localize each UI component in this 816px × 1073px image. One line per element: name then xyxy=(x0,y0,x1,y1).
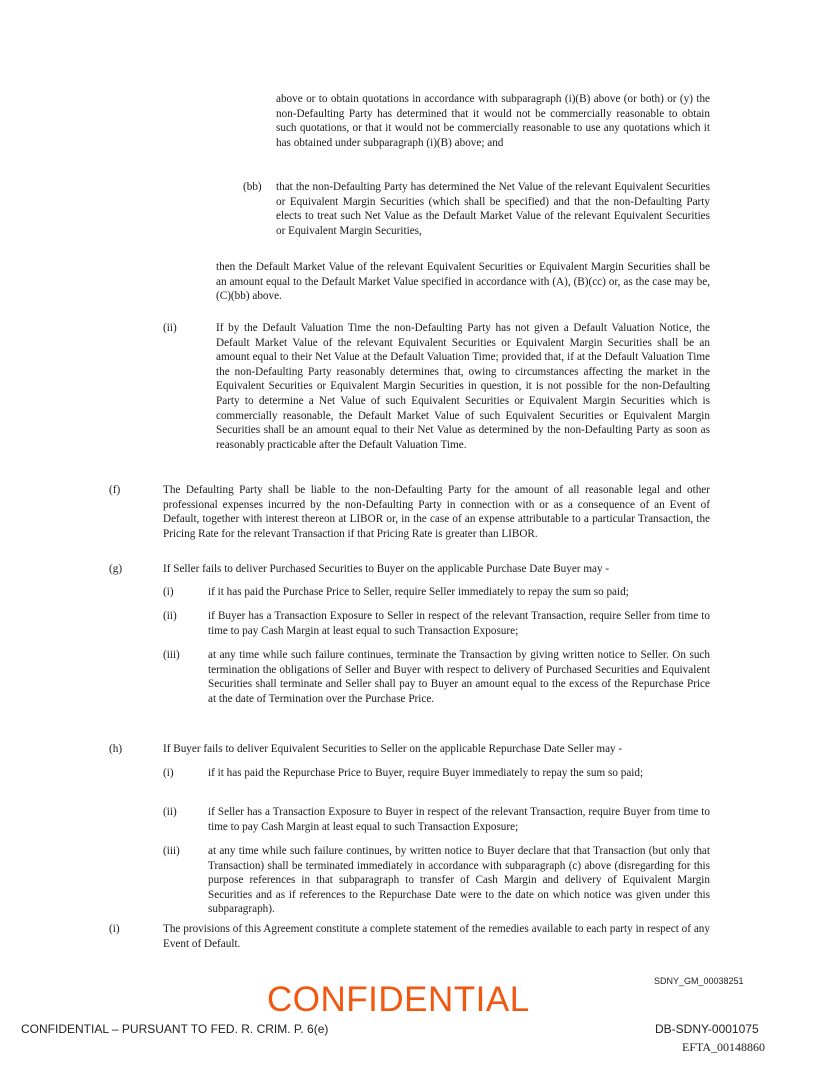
item-label: (ii) xyxy=(163,322,177,334)
paragraph-text: above or to obtain quotations in accordance with subparagraph (i)(B) above (or both) or (y) the non-Defaulting Party has determined that it would not be commercially reasonable to obtain such quotations, or that it would not be commercially reasonable to use any quotations which it has obtained under subparagraph (i)(B) above; and xyxy=(276,93,710,149)
paragraph-f xyxy=(163,483,710,541)
paragraph-g xyxy=(163,562,710,577)
paragraph-g-i xyxy=(208,585,710,600)
efta-number: EFTA_00148860 xyxy=(682,1040,766,1054)
paragraph-text: if it has paid the Repurchase Price to Buyer, require Buyer immediately to repay the sum so paid; xyxy=(208,767,644,779)
paragraph-bb xyxy=(276,180,710,238)
footer-doc-id: DB-SDNY-0001075 xyxy=(655,1022,759,1036)
paragraph-e-ii xyxy=(216,321,710,452)
confidential-stamp: CONFIDENTIAL xyxy=(267,980,530,1019)
paragraph-h-i xyxy=(208,766,710,781)
item-label: (i) xyxy=(109,923,120,935)
paragraph-i xyxy=(163,922,710,951)
paragraph-text: if Seller has a Transaction Exposure to Buyer in respect of the relevant Transaction, require Buyer from time to time to pay Cash Margin at least equal to such Transaction Exposure; xyxy=(208,806,710,833)
paragraph-text: The Defaulting Party shall be liable to the non-Defaulting Party for the amount of all reasonable legal and other professional expenses incurred by the non-Defaulting Party in connection with or as a consequence of an Event of Default, together with interest thereon at LIBOR or, in the case of an expense attributable to a particular Transaction, the Pricing Rate for the relevant Transaction if that Pricing Rate is greater than LIBOR. xyxy=(163,484,710,540)
item-label: (bb) xyxy=(243,181,262,193)
paragraph-aa-continuation xyxy=(276,92,710,150)
paragraph-then xyxy=(216,260,710,304)
item-label: (ii) xyxy=(163,806,177,818)
item-label: (iii) xyxy=(163,649,180,661)
paragraph-text: if it has paid the Purchase Price to Seller, require Seller immediately to repay the sum so paid; xyxy=(208,586,629,598)
item-label: (ii) xyxy=(163,610,177,622)
paragraph-h-iii xyxy=(208,844,710,917)
item-label: (f) xyxy=(109,484,121,496)
item-label: (i) xyxy=(163,586,174,598)
paragraph-text: that the non-Defaulting Party has determined the Net Value of the relevant Equivalent Securities or Equivalent Margin Securities (which shall be specified) and that the non-Defaulting Party elects to treat such Net Value as the Default Market Value of the relevant Equivalent Securities or Equivalent Margin Securities, xyxy=(276,181,710,237)
item-label: (i) xyxy=(163,767,174,779)
paragraph-text: if Buyer has a Transaction Exposure to Seller in respect of the relevant Transaction, require Seller from time to time to pay Cash Margin at least equal to such Transaction Exposure; xyxy=(208,610,710,637)
bates-number: SDNY_GM_00038251 xyxy=(654,976,744,986)
footer-confidentiality-notice: CONFIDENTIAL – PURSUANT TO FED. R. CRIM. P. 6(e) xyxy=(21,1022,329,1036)
paragraph-g-ii xyxy=(208,609,710,638)
paragraph-h xyxy=(163,742,710,757)
item-label: (g) xyxy=(109,563,123,575)
paragraph-text: If by the Default Valuation Time the non-Defaulting Party has not given a Default Valuation Notice, the Default Market Value of the relevant Equivalent Securities or Equivalent Margin Securities shall be an amount equal to their Net Value at the Default Valuation Time; provided that, if at the Default Valuation Time the non-Defaulting Party reasonably determines that, owing to circumstances affecting the market in the Equivalent Securities or Equivalent Margin Securities in question, it is not possible for the non-Defaulting Party to determine a Net Value of such Equivalent Securities or Equivalent Margin Securities which is commercially reasonable, the Default Market Value of such Equivalent Securities or Equivalent Margin Securities shall be an amount equal to their Net Value as determined by the non-Defaulting Party as soon as reasonably practicable after the Default Valuation Time. xyxy=(216,322,710,451)
paragraph-text: at any time while such failure continues, by written notice to Buyer declare that that Transaction (but only that Transaction) shall be terminated immediately in accordance with subparagraph (c) above (disregarding for this purpose references in that subparagraph to transfer of Cash Margin and delivery of Equivalent Margin Securities and as if references to the Repurchase Date were to the date on which notice was given under this subparagraph). xyxy=(208,845,710,916)
item-label: (iii) xyxy=(163,845,180,857)
paragraph-g-iii xyxy=(208,648,710,706)
paragraph-h-ii xyxy=(208,805,710,834)
paragraph-text: If Seller fails to deliver Purchased Securities to Buyer on the applicable Purchase Date Buyer may - xyxy=(163,563,610,575)
paragraph-text: If Buyer fails to deliver Equivalent Securities to Seller on the applicable Repurchase Date Seller may - xyxy=(163,743,623,755)
paragraph-text: then the Default Market Value of the relevant Equivalent Securities or Equivalent Margin Securities shall be an amount equal to the Default Market Value specified in accordance with (A), (B)(cc) or, as the case may be, (C)(bb) above. xyxy=(216,261,710,303)
paragraph-text: at any time while such failure continues, terminate the Transaction by giving written notice to Seller. On such termination the obligations of Seller and Buyer with respect to delivery of Purchased Securities and Equivalent Securities shall terminate and Seller shall pay to Buyer an amount equal to the excess of the Repurchase Price at the date of Termination over the Purchase Price. xyxy=(208,649,710,705)
paragraph-text: The provisions of this Agreement constitute a complete statement of the remedies available to each party in respect of any Event of Default. xyxy=(163,923,710,950)
item-label: (h) xyxy=(109,743,123,755)
